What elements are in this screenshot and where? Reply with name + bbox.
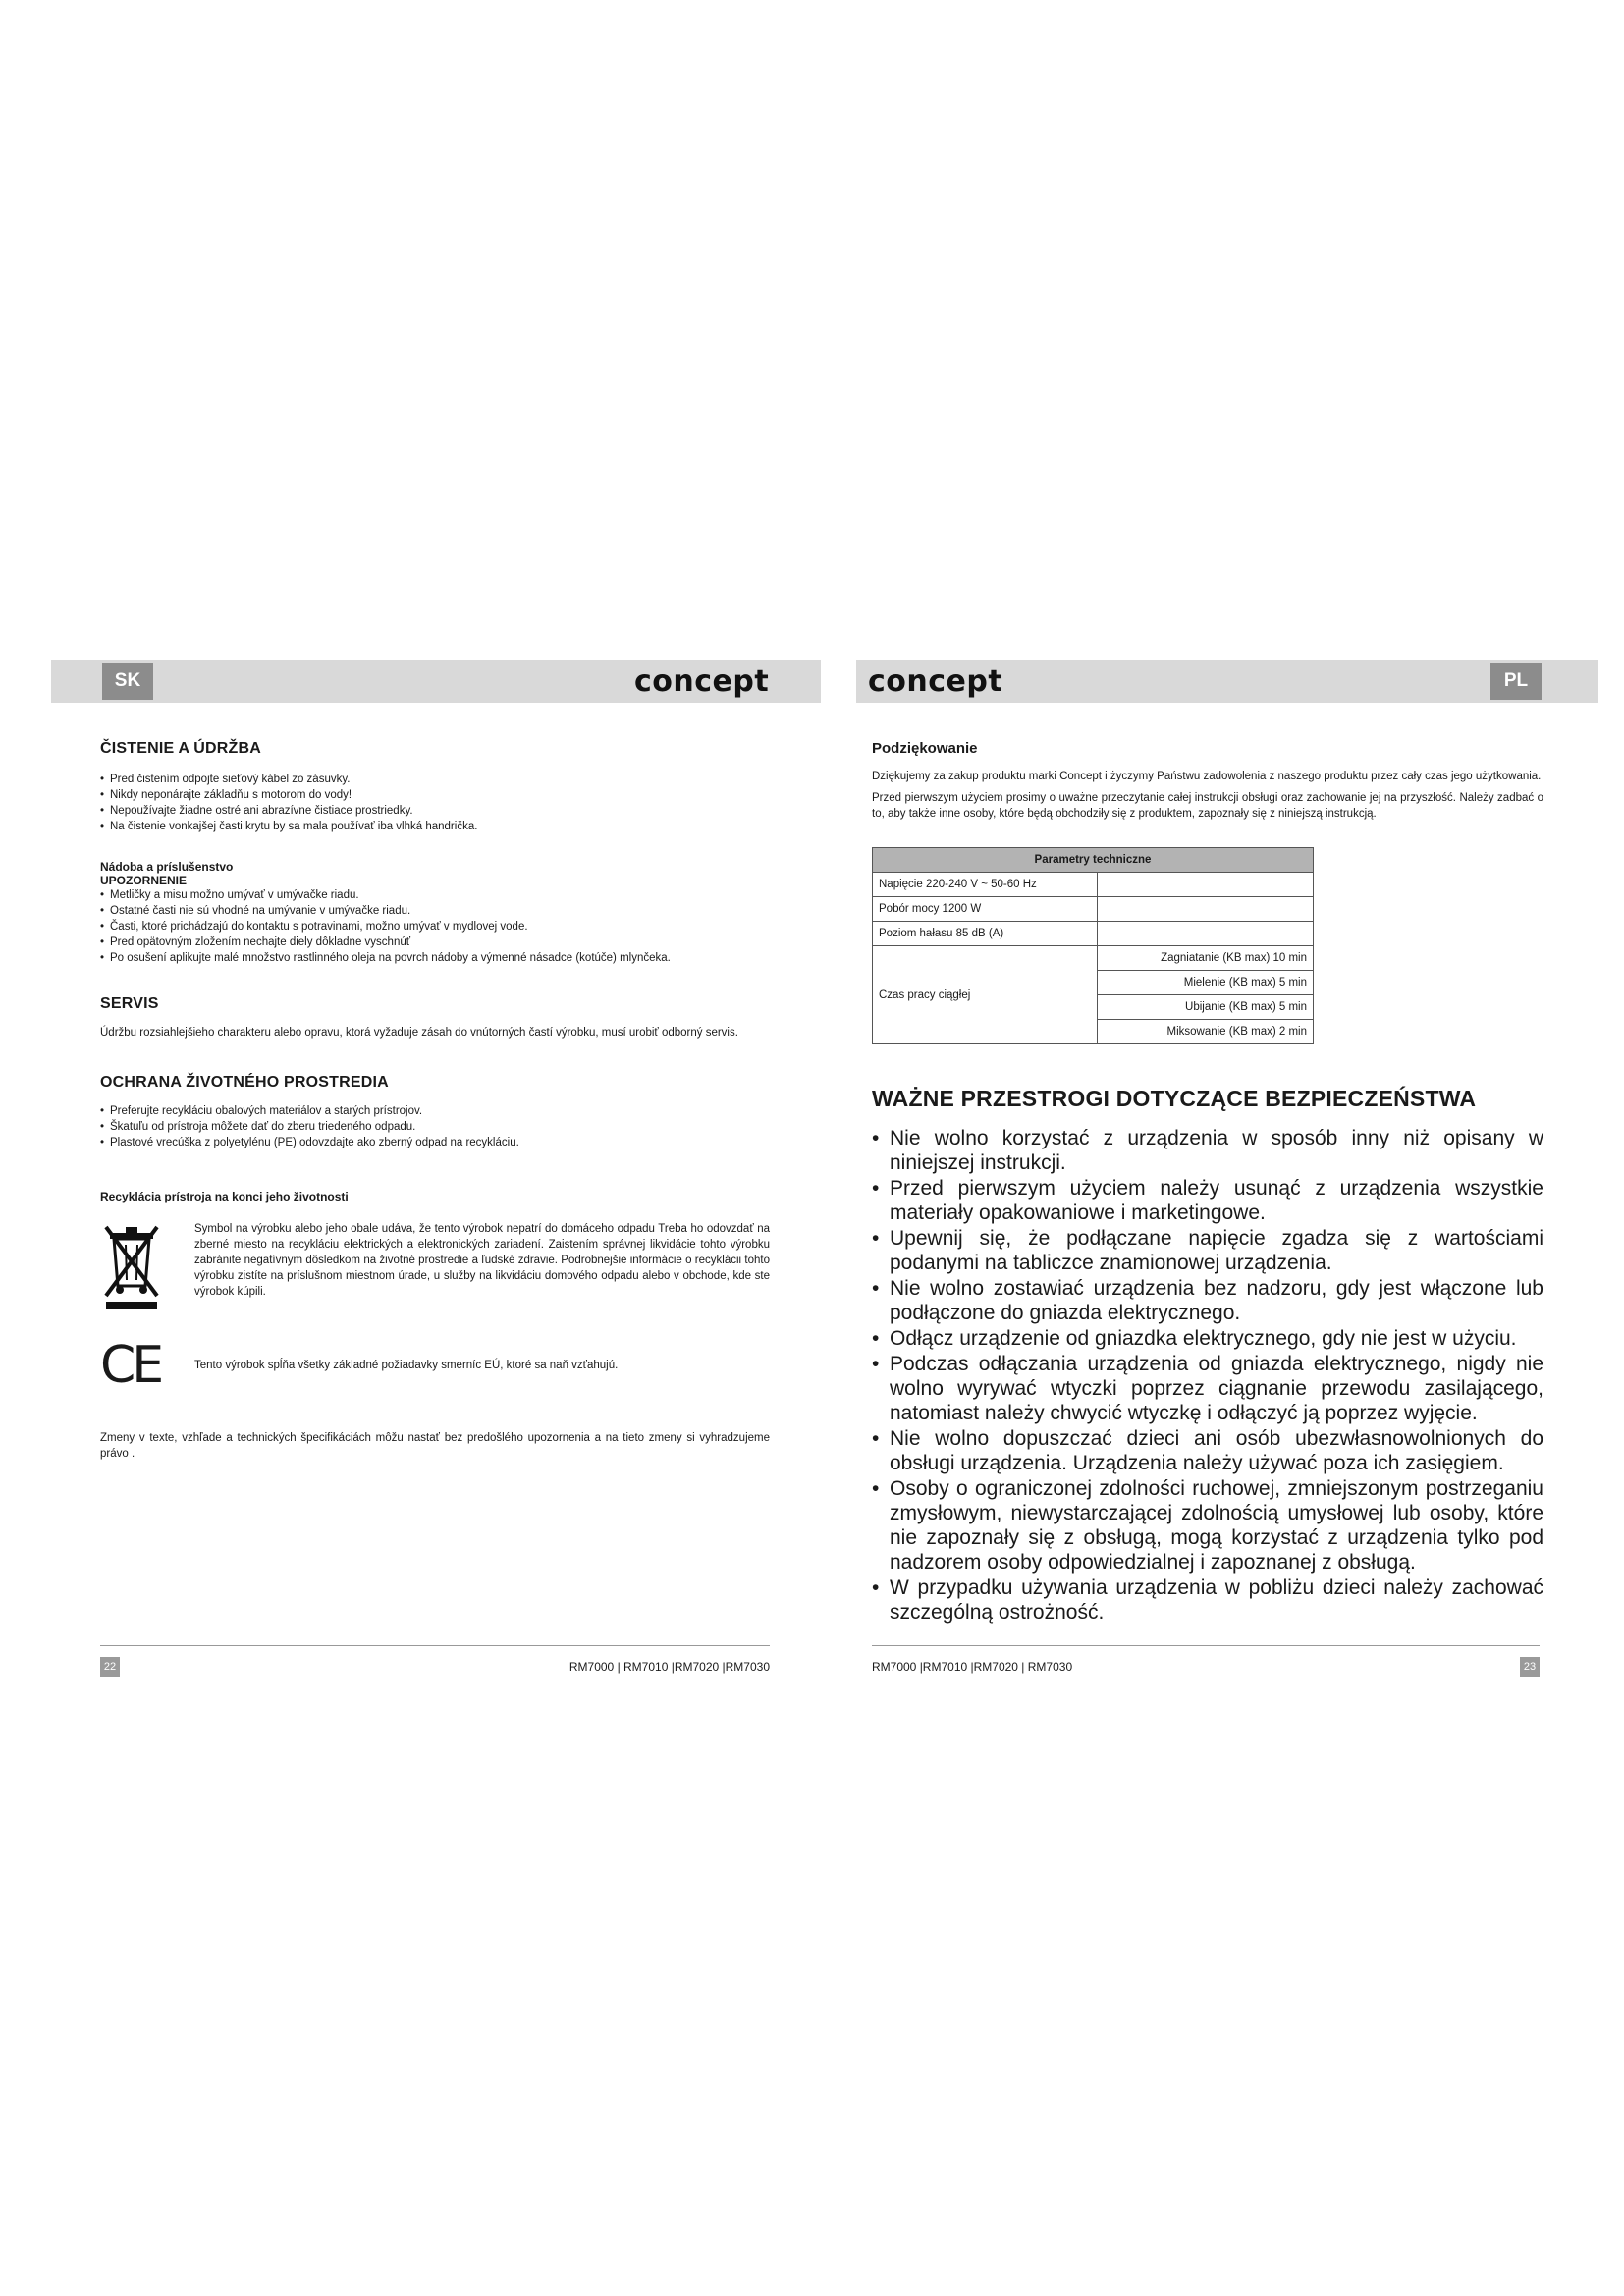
list-item: • Metličky a misu možno umývať v umývačke riadu. xyxy=(100,887,770,903)
spec-time-label: Czas pracy ciągłej xyxy=(873,946,1098,1044)
thanks-title: Podziękowanie xyxy=(872,740,978,757)
list-item: • W przypadku używania urządzenia w pobliżu dzieci należy zachować szczególną ostrożność. xyxy=(872,1575,1543,1625)
spec-noise: Poziom hałasu 85 dB (A) xyxy=(873,922,1098,946)
language-badge-pl: PL xyxy=(1490,663,1542,700)
thanks-paragraph-1: Dziękujemy za zakup produktu marki Concept i życzymy Państwu zadowolenia z naszego produktu przez cały czas jego użytkowania. xyxy=(872,771,1542,782)
spec-voltage: Napięcie 220-240 V ~ 50-60 Hz xyxy=(873,873,1098,897)
ce-mark-icon: CE xyxy=(100,1336,161,1395)
list-item: • Podczas odłączania urządzenia od gniazda elektrycznego, nigdy nie wolno wyrywać wtyczki poprzez ciągnanie przewodu zasilającego, natomiast należy chwycić wtyczkę i odłączyć ją poprzez wyjęcie. xyxy=(872,1352,1543,1425)
list-item: • Preferujte recykláciu obalových materiálov a starých prístrojov. xyxy=(100,1103,770,1119)
safety-title: WAŻNE PRZESTROGI DOTYCZĄCE BEZPIECZEŃSTWA xyxy=(872,1086,1477,1111)
list-item: • Upewnij się, że podłączane napięcie zgadza się z wartościami podanymi na tabliczce znamionowej urządzenia. xyxy=(872,1226,1543,1275)
brand-logo-right: concept xyxy=(868,664,1003,699)
list-item: • Ostatné časti nie sú vhodné na umývanie v umývačke riadu. xyxy=(100,903,770,919)
left-page-content xyxy=(100,740,770,1462)
list-item: • Nie wolno korzystać z urządzenia w sposób inny niż opisany w niniejszej instrukcji. xyxy=(872,1126,1543,1175)
brand-logo-left: concept xyxy=(634,664,770,699)
spec-table-header: Parametry techniczne xyxy=(873,848,1314,873)
list-item: • Nikdy neponárajte základňu s motorom do vody! xyxy=(100,787,770,803)
spec-mode: Mielenie (KB max) 5 min xyxy=(1098,971,1314,995)
table-row xyxy=(873,922,1314,946)
warning-label: UPOZORNENIE xyxy=(100,874,188,887)
table-row xyxy=(873,946,1314,971)
recycling-title: Recyklácia prístroja na konci jeho životnosti xyxy=(100,1190,349,1203)
ce-block xyxy=(100,1338,770,1393)
list-item: • Osoby o ograniczonej zdolności ruchowej, zmniejszonym postrzeganiu zmysłowym, niewystarczającej zdolnością umysłowej lub osoby, które nie zapoznały się z obsługą, mogą korzystać z urządzenia tylko pod nadzorem osoby odpowiedzialnej i zapoznanej z obsługą. xyxy=(872,1476,1543,1575)
model-numbers-left: RM7000 | RM7010 |RM7020 |RM7030 xyxy=(568,1660,770,1674)
weee-bin-icon xyxy=(100,1221,194,1316)
footer-divider-left xyxy=(100,1645,770,1646)
right-page-content xyxy=(872,740,1543,1626)
table-row xyxy=(873,897,1314,922)
container-title: Nádoba a príslušenstvo xyxy=(100,860,234,874)
model-numbers-right: RM7000 |RM7010 |RM7020 | RM7030 xyxy=(872,1660,1073,1674)
environment-title: OCHRANA ŽIVOTNÉHO PROSTREDIA xyxy=(100,1074,389,1091)
container-list xyxy=(100,887,770,966)
list-item: • Škatuľu od prístroja môžete dať do zberu triedeného odpadu. xyxy=(100,1119,770,1135)
spec-mode: Miksowanie (KB max) 2 min xyxy=(1098,1020,1314,1044)
list-item: • Plastové vrecúška z polyetylénu (PE) odovzdajte ako zberný odpad na recykláciu. xyxy=(100,1135,770,1150)
recycling-block xyxy=(100,1221,770,1316)
changes-note: Zmeny v texte, vzhľade a technických špecifikáciách môžu nastať bez predošlého upozornenia a na tieto zmeny si vyhradzujeme právo . xyxy=(100,1432,770,1460)
list-item: • Nie wolno dopuszczać dzieci ani osób ubezwłasnowolnionych do obsługi urządzenia. Urządzenia należy używać poza ich zasięgiem. xyxy=(872,1426,1543,1475)
list-item: • Nepoužívajte žiadne ostré ani abrazívne čistiace prostriedky. xyxy=(100,803,770,819)
environment-list xyxy=(100,1103,770,1150)
language-badge-sk: SK xyxy=(102,663,153,700)
footer-divider-right xyxy=(872,1645,1540,1646)
safety-list xyxy=(872,1126,1543,1625)
thanks-paragraph-2: Przed pierwszym użyciem prosimy o uważne przeczytanie całej instrukcji obsługi oraz zachowanie jej na przyszłość. Należy zadbać o to, aby także inne osoby, które będą obchodziły się z produktem, zapoznały się z niniejszą instrukcją. xyxy=(872,792,1543,820)
list-item: • Pred opätovným zložením nechajte diely dôkladne vyschnúť xyxy=(100,934,770,950)
list-item: • Po osušení aplikujte malé množstvo rastlinného oleja na povrch nádoby a výmenné násadce (kotúče) mlynčeka. xyxy=(100,950,770,966)
page-number-left: 22 xyxy=(100,1657,120,1677)
cleaning-title: ČISTENIE A ÚDRŽBA xyxy=(100,740,261,757)
cleaning-list xyxy=(100,772,770,834)
list-item: • Na čistenie vonkajšej časti krytu by sa mala používať iba vlhká handrička. xyxy=(100,819,770,834)
ce-text: Tento výrobok spĺňa všetky základné požiadavky smerníc EÚ, ktoré sa naň vzťahujú. xyxy=(194,1360,619,1371)
list-item: • Przed pierwszym użyciem należy usunąć z urządzenia wszystkie materiały opakowaniowe i marketingowe. xyxy=(872,1176,1543,1225)
table-row xyxy=(873,873,1314,897)
spec-table xyxy=(872,847,1314,1044)
list-item: • Pred čistením odpojte sieťový kábel zo zásuvky. xyxy=(100,772,770,787)
list-item: • Nie wolno zostawiać urządzenia bez nadzoru, gdy jest włączone lub podłączone do gniazda elektrycznego. xyxy=(872,1276,1543,1325)
service-title: SERVIS xyxy=(100,995,159,1012)
list-item: • Odłącz urządzenie od gniazdka elektrycznego, gdy nie jest w użyciu. xyxy=(872,1326,1543,1351)
service-text: Údržbu rozsiahlejšieho charakteru alebo opravu, ktorá vyžaduje zásah do vnútorných častí výrobku, musí urobiť odborný servis. xyxy=(100,1027,738,1039)
recycling-text: Symbol na výrobku alebo jeho obale udáva, že tento výrobok nepatrí do domáceho odpadu Treba ho odovzdať na zberné miesto na recykláciu elektrických a elektronických zariadení. Zaistením správnej likvidácie tohto výrobku zabránite negatívnym dôsledkom na životné prostredie a ľudské zdravie. Podrobnejšie informácie o recyklácii tohto výrobku zistíte na príslušnom miestnom úrade, u služby na likvidáciu domového odpadu alebo v obchode, kde ste výrobok kúpili. xyxy=(194,1223,770,1298)
page-number-right: 23 xyxy=(1520,1657,1540,1677)
spec-mode: Ubijanie (KB max) 5 min xyxy=(1098,995,1314,1020)
spec-power: Pobór mocy 1200 W xyxy=(873,897,1098,922)
list-item: • Časti, ktoré prichádzajú do kontaktu s potravinami, možno umývať v mydlovej vode. xyxy=(100,919,770,934)
spec-mode: Zagniatanie (KB max) 10 min xyxy=(1098,946,1314,971)
